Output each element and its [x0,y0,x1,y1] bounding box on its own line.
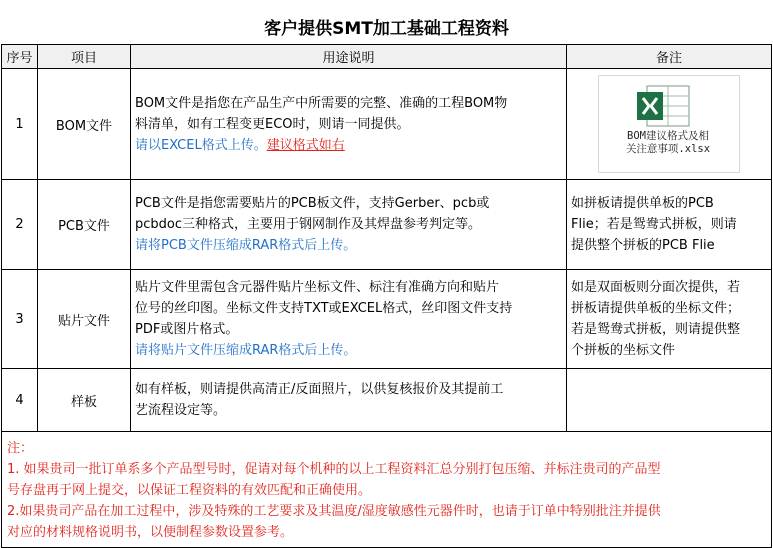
note-line: 提供整个拼板的PCB Flie [571,238,715,253]
note-line: Flie；若是鸳鸯式拼板，则请 [571,217,737,232]
desc-line: BOM文件是指您在产品生产中所需要的完整、准确的工程BOM物 [135,95,508,111]
note-text-line: 2.如果贵司产品在加工过程中，涉及特殊的工艺要求及其温度/湿度敏感性元器件时，也请于订单中特别批注并提供 [7,504,661,519]
row-description [131,369,567,432]
desc-line: 贴片文件里需包含元器件贴片坐标文件、标注有准确方向和贴片 [135,280,500,295]
desc-line: 料清单，如有工程变更ECO时，则请一同提供。 [135,116,410,132]
desc-line: 艺流程设定等。 [135,403,227,418]
row-item: BOM文件 [38,69,131,180]
note-line: 拼板请提供单板的坐标文件； [571,301,741,316]
row-item: 贴片文件 [38,270,131,369]
row-note [567,180,772,270]
header-note: 备注 [567,45,772,69]
suggested-format-link[interactable]: 建议格式如右 [266,137,345,153]
row-index: 4 [2,369,38,432]
desc-line: PCB文件是指您需要贴片的PCB板文件，支持Gerber、pcb或 [135,196,490,211]
caption-line: BOM建议格式及相 [627,130,709,142]
caption-line: 关注意事项.xlsx [625,143,711,155]
row-index: 1 [2,69,38,180]
header-item: 项目 [38,45,131,69]
notes-label: 注： [7,441,34,456]
desc-line: pcbdoc三种格式，主要用于钢网制作及其焊盘参考判定等。 [135,217,482,232]
note-text-line: 号存盘再于网上提交，以保证工程资料的有效匹配和正确使用。 [7,483,372,498]
header-index: 序号 [2,45,38,69]
table-row [2,369,772,432]
row-description [131,69,567,180]
table-row [2,270,772,369]
table-row [2,69,772,180]
upload-instruction: 请将PCB文件压缩成RAR格式后上传。 [135,238,357,253]
row-description [131,180,567,270]
info-table [1,44,772,548]
row-index: 3 [2,270,38,369]
excel-attachment[interactable] [598,75,740,173]
desc-line: 如有样板，则请提供高清正/反面照片，以供复核报价及其提前工 [135,382,504,397]
upload-instruction: 请将贴片文件压缩成RAR格式后上传。 [135,343,357,358]
desc-line: PDF或图片格式。 [135,322,239,337]
row-description [131,270,567,369]
note-line: 若是鸳鸯式拼板，则请提供整 [571,322,741,337]
attachment-caption [603,130,733,156]
header-desc: 用途说明 [131,45,567,69]
upload-instruction: 请以EXCEL格式上传。 [135,137,267,153]
excel-file-icon [633,84,693,128]
row-item: 样板 [38,369,131,432]
row-note [567,69,772,180]
page-title: 客户提供SMT加工基础工程资料 [264,19,509,39]
note-text-line: 1. 如果贵司一批订单系多个产品型号时，促请对每个机种的以上工程资料汇总分别打包压缩、并标注贵司的产品型 [7,462,661,477]
notes-row [2,432,772,548]
notes-section [2,432,772,548]
row-note [567,270,772,369]
row-item: PCB文件 [38,180,131,270]
table-row [2,180,772,270]
desc-line: 位号的丝印图。坐标文件支持TXT或EXCEL格式，丝印图文件支持 [135,301,513,316]
note-text-line: 对应的材料规格说明书，以便制程参数设置参考。 [7,525,294,540]
note-line: 个拼板的坐标文件 [571,343,676,358]
row-index: 2 [2,180,38,270]
desc-instruction [135,135,562,156]
row-note [567,369,772,432]
note-line: 如拼板请提供单板的PCB [571,196,714,211]
note-line: 如是双面板则分面次提供，若 [571,280,741,295]
header-row [2,45,772,69]
